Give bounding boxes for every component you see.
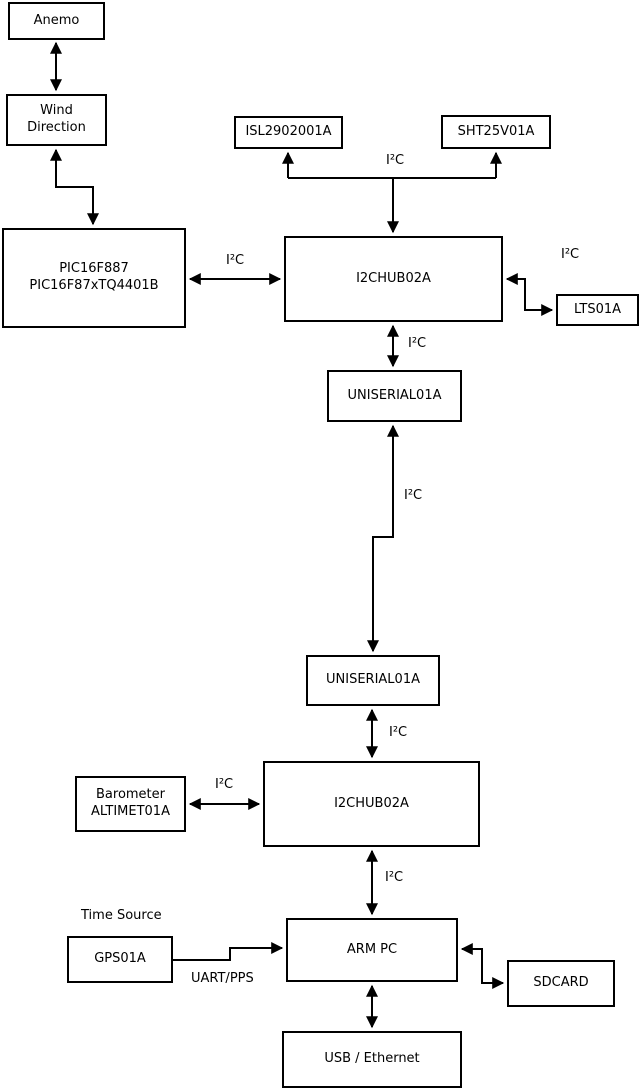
wind-direction-line2: Direction	[27, 120, 86, 135]
pic-line1: PIC16F887	[59, 261, 129, 277]
sdcard-box-label: SDCARD	[533, 975, 589, 991]
sdcard-box	[507, 960, 615, 1007]
edge-uniserial1-uniserial2	[373, 426, 393, 651]
i2c-label-hub1-lts: I²C	[561, 247, 580, 262]
usb-ethernet-box	[282, 1031, 462, 1088]
gps-box-label: GPS01A	[94, 951, 146, 967]
usb-ethernet-box-label: USB / Ethernet	[324, 1051, 420, 1067]
edge-gps-armpc	[173, 948, 282, 960]
i2c-label-sensor-branch: I²C	[386, 153, 405, 168]
lts-box-label: LTS01A	[573, 301, 622, 317]
wind-direction-box	[6, 94, 107, 146]
i2c-label-hub1-uniserial1: I²C	[408, 336, 427, 351]
anemo-box	[8, 2, 105, 40]
i2c-label-barometer-hub2: I²C	[215, 777, 234, 792]
barometer-box-label	[91, 787, 170, 821]
anemo-box-label: Anemo	[33, 12, 80, 28]
pic-microcontroller-box	[2, 228, 186, 328]
pic-line2: PIC16F87xTQ4401B	[29, 278, 159, 293]
i2c-label-pic-hub1: I²C	[226, 253, 245, 268]
edge-armpc-sdcard	[462, 949, 503, 983]
i2c-hub-2-label: I2CHUB02A	[334, 795, 409, 811]
edge-hub1-lts	[507, 279, 552, 310]
arm-pc-box	[286, 918, 458, 982]
time-source-label: Time Source	[81, 908, 162, 923]
barometer-line1: Barometer	[96, 787, 165, 803]
i2c-hub-2-box	[263, 761, 480, 847]
lts-sensor-box	[556, 294, 639, 326]
uart-pps-label: UART/PPS	[191, 971, 254, 986]
edge-wind-pic	[56, 150, 93, 224]
arm-pc-box-label: ARM PC	[346, 941, 398, 957]
uniserial-1-label: UNISERIAL01A	[347, 387, 442, 403]
i2c-hub-1-box	[284, 236, 503, 322]
sht-humidity-sensor-box	[441, 115, 551, 149]
sht-box-label: SHT25V01A	[457, 123, 535, 139]
i2c-label-hub2-armpc: I²C	[385, 870, 404, 885]
wind-direction-box-label	[27, 103, 86, 137]
pic-box-label	[29, 261, 158, 295]
gps-box	[67, 936, 173, 983]
i2c-hub-1-label: I2CHUB02A	[356, 270, 431, 286]
uniserial-1-box	[327, 370, 462, 422]
isl-box-label: ISL2902001A	[245, 124, 332, 140]
isl-light-sensor-box	[234, 116, 343, 149]
barometer-line2: ALTIMET01A	[91, 804, 170, 819]
i2c-label-long-link: I²C	[404, 488, 423, 503]
i2c-label-uniserial2-hub2: I²C	[389, 725, 408, 740]
barometer-box	[75, 776, 186, 832]
wind-direction-line1: Wind	[40, 103, 73, 119]
uniserial-2-label: UNISERIAL01A	[326, 672, 420, 688]
uniserial-2-box	[306, 655, 440, 706]
